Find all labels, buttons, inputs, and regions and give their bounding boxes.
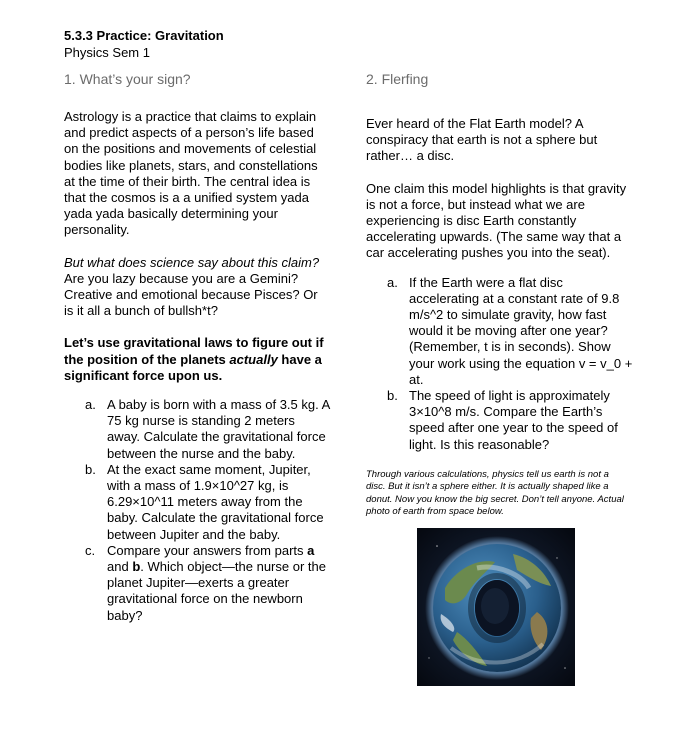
list-marker: c. bbox=[85, 542, 96, 558]
gravity-intro-part2: have a significant force upon us. bbox=[64, 351, 322, 383]
section-heading-flerfing: 2. Flerfing bbox=[366, 71, 429, 87]
question-text: If the Earth were a flat disc accelerating at a constant rate of 9.8 m/s^2 to simulate gravity, how fast would it be moving after one year? (Remember, t is in seconds). Show your work using the equation v = v_0 + at. bbox=[409, 274, 633, 387]
question-text: At the exact same moment, Jupiter, with a mass of 1.9×10^27 kg, is 6.29×10^11 meters away from the baby. Calculate the gravitational force between Jupiter and the baby. bbox=[107, 461, 324, 542]
left-column bbox=[64, 69, 330, 624]
right-column bbox=[366, 69, 634, 519]
list-item bbox=[366, 275, 634, 388]
document-title: 5.3.3 Practice: Gravitation bbox=[64, 28, 224, 43]
list-item bbox=[64, 462, 330, 543]
donut-earth-image bbox=[417, 528, 575, 686]
part-a-ref: a bbox=[307, 542, 315, 558]
question-rest: Are you lazy because you are a Gemini? Creative and emotional because Pisces? Or is it all a bunch of bullsh*t? bbox=[64, 270, 318, 319]
gravity-intro-part1: Let’s use gravitational laws to figure out if the position of the planets bbox=[64, 335, 324, 367]
flerfing-question-list bbox=[366, 275, 634, 453]
question-text-pre: Compare your answers from parts bbox=[107, 542, 308, 558]
astrology-paragraph: Astrology is a practice that claims to explain and predict aspects of a person’s life based on the positions and movements of celestial bodies like planets, stars, and constellations at the time of their birth. The central idea is that the cosmos is a a unified system yada yada yada basically determining your personality. bbox=[64, 109, 318, 238]
list-marker: a. bbox=[85, 397, 96, 413]
list-marker: b. bbox=[387, 388, 398, 404]
donut-earth-caption: Through various calculations, physics tell us earth is not a disc. But it isn’t a sphere either. It is actually shaped like a donut. Now you know the big secret. Don’t tell anyone. Actual photo of earth from space below. bbox=[366, 468, 624, 518]
document-subtitle: Physics Sem 1 bbox=[64, 45, 150, 60]
question-text: A baby is born with a mass of 3.5 kg. A 75 kg nurse is standing 2 meters away. Calculate the gravitational force between the nurse and the baby. bbox=[107, 397, 330, 461]
question-text-mid: and bbox=[107, 559, 133, 575]
flat-earth-claim-paragraph: One claim this model highlights is that gravity is not a force, but instead what we are experiencing is disc Earth constantly accelerating upwards. (The same way that a car accelerating pushes you into the seat). bbox=[366, 180, 627, 261]
gravity-intro-emphasis: actually bbox=[229, 351, 278, 367]
donut-earth-illustration bbox=[417, 528, 575, 686]
list-item bbox=[64, 397, 330, 462]
question-text-post: . Which object—the nurse or the planet Jupiter—exerts a greater gravitational force on the newborn baby? bbox=[107, 559, 326, 623]
part-b-ref: b bbox=[132, 559, 141, 575]
gravity-intro-paragraph bbox=[64, 335, 330, 384]
list-marker: a. bbox=[387, 274, 398, 290]
sign-question-list bbox=[64, 397, 330, 624]
question-italic: But what does science say about this claim? bbox=[64, 254, 320, 270]
document-header bbox=[64, 27, 224, 61]
question-text: The speed of light is approximately 3×10^8 m/s. Compare the Earth’s speed after one year to the speed of light. Is this reasonable? bbox=[409, 388, 618, 452]
section-heading-sign: 1. What’s your sign? bbox=[64, 71, 191, 87]
flat-earth-intro-paragraph: Ever heard of the Flat Earth model? A conspiracy that earth is not a sphere but rather… a disc. bbox=[366, 116, 598, 164]
list-marker: b. bbox=[85, 461, 96, 477]
list-item bbox=[366, 388, 634, 453]
list-item bbox=[64, 543, 330, 624]
science-question-paragraph bbox=[64, 255, 330, 320]
